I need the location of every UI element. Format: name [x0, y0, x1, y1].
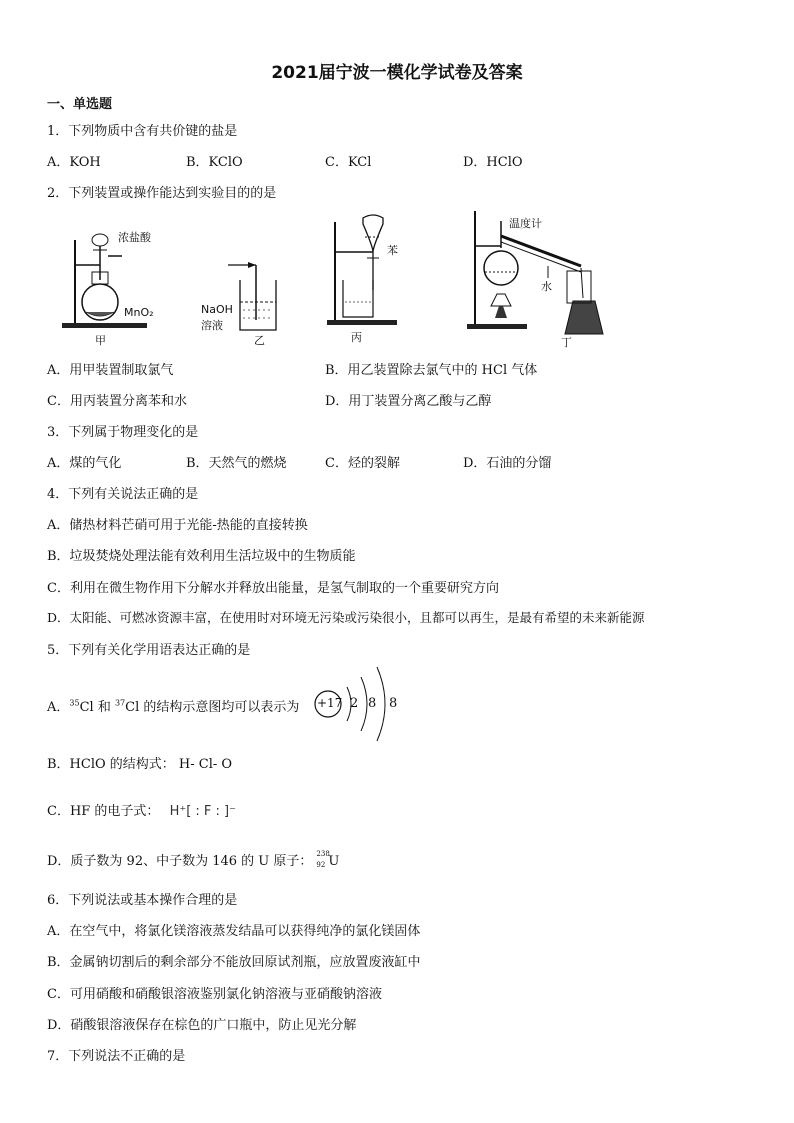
- q3-option-a: A．煤的气化: [47, 456, 122, 471]
- ding-label-water: 水: [541, 280, 552, 293]
- q5d-text: D．质子数为 92、中子数为 146 的 U 原子：: [47, 854, 313, 869]
- q1-option-a: A．KOH: [47, 155, 101, 170]
- nucleus-charge: +17: [317, 696, 343, 710]
- apparatus-ding-figure: [463, 206, 613, 348]
- q4-option-d: D．太阳能、可燃冰资源丰富，在使用时对环境无污染或污染很小，且都可以再生，是最有希望的未来新能源: [47, 610, 645, 625]
- uranium-nuclide: [316, 850, 340, 869]
- section-heading: 一、单选题: [47, 97, 113, 112]
- q6-option-b: B．金属钠切割后的剩余部分不能放回原试剂瓶，应放置废液缸中: [47, 955, 421, 970]
- apparatus-bing-drawing: [325, 212, 415, 347]
- q5a-text-2: Cl 的结构示意图均可以表示为: [125, 700, 300, 715]
- bing-label-benzene: 苯: [387, 244, 398, 257]
- question-2-stem: 2．下列装置或操作能达到实验目的的是: [47, 186, 277, 201]
- hf-electron-formula: H⁺[ : F : ]⁻: [169, 804, 236, 819]
- shell-2-count: 8: [368, 696, 377, 711]
- q5a-mass-35: 35: [69, 698, 80, 708]
- q5c-text: C．HF 的电子式：: [47, 804, 160, 819]
- question-1-stem: 1．下列物质中含有共价键的盐是: [47, 124, 238, 139]
- q4-option-b: B．垃圾焚烧处理法能有效利用生活垃圾中的生物质能: [47, 549, 356, 564]
- q3-option-b: B．天然气的燃烧: [186, 456, 287, 471]
- q5-option-c: [47, 800, 236, 819]
- question-3-stem: 3．下列属于物理变化的是: [47, 425, 199, 440]
- shell-3-count: 8: [389, 696, 398, 711]
- jia-label-mno2: MnO₂: [124, 306, 154, 319]
- q6-option-a: A．在空气中，将氯化镁溶液蒸发结晶可以获得纯净的氯化镁固体: [47, 924, 421, 939]
- bing-caption: 丙: [351, 331, 362, 344]
- q4-option-c: C．利用在微生物作用下分解水并释放出能量，是氢气制取的一个重要研究方向: [47, 581, 499, 596]
- q2-option-c: C．用丙装置分离苯和水: [47, 394, 187, 409]
- ding-label-thermometer: 温度计: [509, 217, 542, 230]
- u-symbol: U: [328, 854, 340, 869]
- u-mass-number: 238: [316, 850, 330, 858]
- jia-label-acid: 浓盐酸: [118, 231, 151, 244]
- q5a-text-1: Cl 和: [79, 700, 115, 715]
- yi-caption: 乙: [254, 334, 265, 347]
- ding-caption: 丁: [561, 336, 572, 349]
- shell-1-count: 2: [350, 696, 359, 711]
- q5-option-a: [47, 696, 299, 715]
- q5-option-b: B．HClO 的结构式： H- Cl- O: [47, 757, 233, 772]
- q2-option-b: B．用乙装置除去氯气中的 HCl 气体: [325, 363, 538, 378]
- page-title: 2021届宁波一模化学试卷及答案: [271, 63, 523, 83]
- q5-option-d: [47, 850, 339, 869]
- q1-option-c: C．KCl: [325, 155, 372, 170]
- q3-option-c: C．烃的裂解: [325, 456, 400, 471]
- question-5-stem: 5．下列有关化学用语表达正确的是: [47, 643, 251, 658]
- chlorine-structure-diagram: [313, 665, 403, 747]
- question-4-stem: 4．下列有关说法正确的是: [47, 487, 199, 502]
- question-6-stem: 6．下列说法或基本操作合理的是: [47, 893, 238, 908]
- q1-option-b: B．KClO: [186, 155, 243, 170]
- q6-option-d: D．硝酸银溶液保存在棕色的广口瓶中，防止见光分解: [47, 1018, 357, 1033]
- apparatus-bing-figure: [325, 212, 415, 347]
- yi-label-solution: 溶液: [201, 319, 223, 332]
- q1-option-d: D．HClO: [463, 155, 523, 170]
- q2-option-a: A．用甲装置制取氯气: [47, 363, 174, 378]
- u-atomic-number: 92: [316, 861, 326, 869]
- question-7-stem: 7．下列说法不正确的是: [47, 1049, 186, 1064]
- apparatus-jia-figure: [60, 220, 160, 345]
- q6-option-c: C．可用硝酸和硝酸银溶液鉴别氯化钠溶液与亚硝酸钠溶液: [47, 987, 382, 1002]
- q3-option-d: D．石油的分馏: [463, 456, 552, 471]
- jia-caption: 甲: [95, 334, 106, 347]
- yi-label-naoh: NaOH: [201, 303, 233, 316]
- q2-option-d: D．用丁装置分离乙酸与乙醇: [325, 394, 492, 409]
- apparatus-yi-figure: [198, 250, 288, 345]
- q5a-prefix: A．: [47, 700, 70, 715]
- q4-option-a: A．储热材料芒硝可用于光能-热能的直接转换: [47, 518, 308, 533]
- q5a-mass-37: 37: [114, 698, 126, 708]
